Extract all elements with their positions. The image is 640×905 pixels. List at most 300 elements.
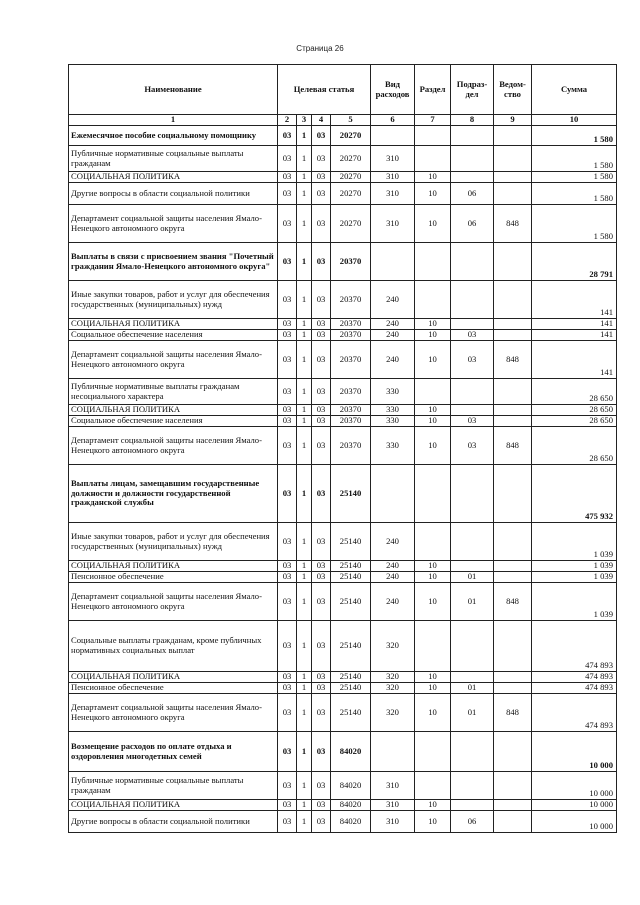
subsection-cell: 01 bbox=[451, 694, 494, 732]
target-code-direction: 20370 bbox=[331, 243, 371, 281]
subsection-cell bbox=[451, 243, 494, 281]
target-code-subprogram: 1 bbox=[297, 205, 312, 243]
amount-cell: 10 000 bbox=[532, 800, 617, 811]
row-name: Выплаты лицам, замещавшим государственные должности и должности государственной гражданской службы bbox=[69, 465, 278, 523]
header-department: Ведом-ство bbox=[494, 65, 532, 115]
expense-type-cell: 240 bbox=[371, 341, 415, 379]
table-row bbox=[69, 330, 617, 341]
subsection-cell bbox=[451, 561, 494, 572]
expense-type-cell bbox=[371, 732, 415, 772]
target-code-subprogram: 1 bbox=[297, 146, 312, 172]
target-code-direction: 25140 bbox=[331, 561, 371, 572]
target-code-direction: 25140 bbox=[331, 583, 371, 621]
header-subsection: Подраз-дел bbox=[451, 65, 494, 115]
row-name: Департамент социальной защиты населения Ямало-Ненецкого автономного округа bbox=[69, 427, 278, 465]
target-code-direction: 20370 bbox=[331, 379, 371, 405]
row-name: Социальные выплаты гражданам, кроме публичных нормативных социальных выплат bbox=[69, 621, 278, 672]
target-code-subprogram: 1 bbox=[297, 811, 312, 833]
row-name: Ежемесячное пособие социальному помощнику bbox=[69, 126, 278, 146]
expense-type-cell: 240 bbox=[371, 583, 415, 621]
target-code-main: 03 bbox=[312, 205, 331, 243]
expense-type-cell: 320 bbox=[371, 694, 415, 732]
target-code-subprogram: 1 bbox=[297, 672, 312, 683]
section-cell: 10 bbox=[415, 583, 451, 621]
column-number: 5 bbox=[331, 115, 371, 126]
section-cell: 10 bbox=[415, 341, 451, 379]
row-name: Иные закупки товаров, работ и услуг для обеспечения государственных (муниципальных) нужд bbox=[69, 281, 278, 319]
expense-type-cell: 310 bbox=[371, 811, 415, 833]
department-cell: 848 bbox=[494, 427, 532, 465]
target-code-program: 03 bbox=[278, 800, 297, 811]
table-row bbox=[69, 694, 617, 732]
section-cell: 10 bbox=[415, 183, 451, 205]
amount-cell: 474 893 bbox=[532, 621, 617, 672]
target-code-program: 03 bbox=[278, 330, 297, 341]
table-row bbox=[69, 379, 617, 405]
amount-cell: 1 580 bbox=[532, 146, 617, 172]
target-code-subprogram: 1 bbox=[297, 319, 312, 330]
section-cell: 10 bbox=[415, 683, 451, 694]
subsection-cell: 03 bbox=[451, 416, 494, 427]
department-cell bbox=[494, 172, 532, 183]
department-cell bbox=[494, 683, 532, 694]
department-cell: 848 bbox=[494, 583, 532, 621]
target-code-subprogram: 1 bbox=[297, 465, 312, 523]
target-code-subprogram: 1 bbox=[297, 427, 312, 465]
amount-cell: 28 650 bbox=[532, 405, 617, 416]
target-code-main: 03 bbox=[312, 427, 331, 465]
row-name: СОЦИАЛЬНАЯ ПОЛИТИКА bbox=[69, 561, 278, 572]
target-code-main: 03 bbox=[312, 243, 331, 281]
column-number: 6 bbox=[371, 115, 415, 126]
amount-cell: 141 bbox=[532, 281, 617, 319]
table-row bbox=[69, 319, 617, 330]
department-cell bbox=[494, 572, 532, 583]
row-name: СОЦИАЛЬНАЯ ПОЛИТИКА bbox=[69, 800, 278, 811]
target-code-subprogram: 1 bbox=[297, 800, 312, 811]
amount-cell: 28 650 bbox=[532, 416, 617, 427]
subsection-cell bbox=[451, 465, 494, 523]
header-name: Наименование bbox=[69, 65, 278, 115]
subsection-cell bbox=[451, 405, 494, 416]
target-code-program: 03 bbox=[278, 561, 297, 572]
target-code-main: 03 bbox=[312, 800, 331, 811]
target-code-direction: 25140 bbox=[331, 572, 371, 583]
row-name: Департамент социальной защиты населения Ямало-Ненецкого автономного округа bbox=[69, 341, 278, 379]
target-code-direction: 20270 bbox=[331, 183, 371, 205]
expense-type-cell: 330 bbox=[371, 405, 415, 416]
target-code-subprogram: 1 bbox=[297, 583, 312, 621]
target-code-subprogram: 1 bbox=[297, 172, 312, 183]
section-cell bbox=[415, 772, 451, 800]
target-code-program: 03 bbox=[278, 811, 297, 833]
row-name: Другие вопросы в области социальной политики bbox=[69, 811, 278, 833]
target-code-direction: 84020 bbox=[331, 800, 371, 811]
target-code-main: 03 bbox=[312, 126, 331, 146]
subsection-cell: 03 bbox=[451, 341, 494, 379]
target-code-direction: 20370 bbox=[331, 416, 371, 427]
subsection-cell: 06 bbox=[451, 183, 494, 205]
amount-cell: 474 893 bbox=[532, 694, 617, 732]
target-code-main: 03 bbox=[312, 405, 331, 416]
target-code-main: 03 bbox=[312, 379, 331, 405]
target-code-program: 03 bbox=[278, 405, 297, 416]
table-row bbox=[69, 672, 617, 683]
section-cell bbox=[415, 379, 451, 405]
subsection-cell bbox=[451, 319, 494, 330]
target-code-program: 03 bbox=[278, 183, 297, 205]
target-code-main: 03 bbox=[312, 416, 331, 427]
section-cell: 10 bbox=[415, 416, 451, 427]
subsection-cell bbox=[451, 281, 494, 319]
column-number: 2 bbox=[278, 115, 297, 126]
target-code-direction: 20370 bbox=[331, 427, 371, 465]
target-code-program: 03 bbox=[278, 683, 297, 694]
section-cell: 10 bbox=[415, 572, 451, 583]
table-row bbox=[69, 561, 617, 572]
section-cell bbox=[415, 465, 451, 523]
expense-type-cell: 310 bbox=[371, 146, 415, 172]
department-cell bbox=[494, 416, 532, 427]
department-cell bbox=[494, 183, 532, 205]
expense-type-cell bbox=[371, 126, 415, 146]
department-cell: 848 bbox=[494, 341, 532, 379]
row-name: Публичные нормативные выплаты гражданам несоциального характера bbox=[69, 379, 278, 405]
subsection-cell bbox=[451, 126, 494, 146]
row-name: Социальное обеспечение населения bbox=[69, 330, 278, 341]
expense-type-cell: 320 bbox=[371, 683, 415, 694]
target-code-main: 03 bbox=[312, 683, 331, 694]
target-code-program: 03 bbox=[278, 572, 297, 583]
amount-cell: 1 580 bbox=[532, 205, 617, 243]
target-code-subprogram: 1 bbox=[297, 772, 312, 800]
section-cell: 10 bbox=[415, 811, 451, 833]
expense-type-cell: 310 bbox=[371, 183, 415, 205]
expense-type-cell: 240 bbox=[371, 281, 415, 319]
section-cell bbox=[415, 621, 451, 672]
target-code-subprogram: 1 bbox=[297, 183, 312, 205]
target-code-main: 03 bbox=[312, 572, 331, 583]
section-cell bbox=[415, 281, 451, 319]
table-row bbox=[69, 572, 617, 583]
subsection-cell bbox=[451, 523, 494, 561]
target-code-program: 03 bbox=[278, 243, 297, 281]
target-code-subprogram: 1 bbox=[297, 523, 312, 561]
target-code-direction: 25140 bbox=[331, 694, 371, 732]
row-name: СОЦИАЛЬНАЯ ПОЛИТИКА bbox=[69, 319, 278, 330]
amount-cell: 28 650 bbox=[532, 379, 617, 405]
section-cell: 10 bbox=[415, 427, 451, 465]
target-code-main: 03 bbox=[312, 319, 331, 330]
amount-cell: 1 580 bbox=[532, 183, 617, 205]
target-code-direction: 25140 bbox=[331, 465, 371, 523]
target-code-main: 03 bbox=[312, 465, 331, 523]
target-code-direction: 25140 bbox=[331, 523, 371, 561]
target-code-direction: 84020 bbox=[331, 732, 371, 772]
expense-type-cell: 240 bbox=[371, 572, 415, 583]
table-row bbox=[69, 183, 617, 205]
row-name: Публичные нормативные социальные выплаты гражданам bbox=[69, 146, 278, 172]
target-code-direction: 25140 bbox=[331, 621, 371, 672]
header-target-article: Целевая статья bbox=[278, 65, 371, 115]
column-number: 3 bbox=[297, 115, 312, 126]
department-cell bbox=[494, 405, 532, 416]
table-row bbox=[69, 621, 617, 672]
target-code-program: 03 bbox=[278, 205, 297, 243]
column-number: 7 bbox=[415, 115, 451, 126]
target-code-main: 03 bbox=[312, 330, 331, 341]
department-cell bbox=[494, 811, 532, 833]
amount-cell: 474 893 bbox=[532, 683, 617, 694]
amount-cell: 1 039 bbox=[532, 523, 617, 561]
section-cell: 10 bbox=[415, 205, 451, 243]
expense-type-cell: 240 bbox=[371, 330, 415, 341]
target-code-subprogram: 1 bbox=[297, 281, 312, 319]
department-cell bbox=[494, 126, 532, 146]
row-name: СОЦИАЛЬНАЯ ПОЛИТИКА bbox=[69, 672, 278, 683]
subsection-cell: 01 bbox=[451, 683, 494, 694]
target-code-program: 03 bbox=[278, 672, 297, 683]
subsection-cell: 06 bbox=[451, 205, 494, 243]
target-code-program: 03 bbox=[278, 694, 297, 732]
expense-type-cell: 320 bbox=[371, 672, 415, 683]
table-row bbox=[69, 146, 617, 172]
expense-type-cell: 330 bbox=[371, 416, 415, 427]
table-row bbox=[69, 523, 617, 561]
row-name: Департамент социальной защиты населения Ямало-Ненецкого автономного округа bbox=[69, 694, 278, 732]
target-code-subprogram: 1 bbox=[297, 732, 312, 772]
subsection-cell bbox=[451, 379, 494, 405]
expense-type-cell: 310 bbox=[371, 772, 415, 800]
amount-cell: 475 932 bbox=[532, 465, 617, 523]
department-cell bbox=[494, 379, 532, 405]
section-cell: 10 bbox=[415, 672, 451, 683]
target-code-main: 03 bbox=[312, 583, 331, 621]
budget-table bbox=[68, 64, 617, 833]
amount-cell: 28 791 bbox=[532, 243, 617, 281]
section-cell: 10 bbox=[415, 330, 451, 341]
target-code-subprogram: 1 bbox=[297, 126, 312, 146]
row-name: Другие вопросы в области социальной политики bbox=[69, 183, 278, 205]
section-cell bbox=[415, 126, 451, 146]
table-row bbox=[69, 465, 617, 523]
amount-cell: 141 bbox=[532, 319, 617, 330]
target-code-main: 03 bbox=[312, 561, 331, 572]
row-name: Возмещение расходов по оплате отдыха и оздоровления многодетных семей bbox=[69, 732, 278, 772]
target-code-direction: 20370 bbox=[331, 405, 371, 416]
column-number: 8 bbox=[451, 115, 494, 126]
amount-cell: 28 650 bbox=[532, 427, 617, 465]
table-row bbox=[69, 427, 617, 465]
target-code-program: 03 bbox=[278, 583, 297, 621]
amount-cell: 141 bbox=[532, 341, 617, 379]
subsection-cell bbox=[451, 800, 494, 811]
section-cell: 10 bbox=[415, 319, 451, 330]
subsection-cell bbox=[451, 672, 494, 683]
subsection-cell bbox=[451, 172, 494, 183]
target-code-subprogram: 1 bbox=[297, 694, 312, 732]
target-code-program: 03 bbox=[278, 172, 297, 183]
section-cell: 10 bbox=[415, 800, 451, 811]
target-code-program: 03 bbox=[278, 281, 297, 319]
target-code-program: 03 bbox=[278, 126, 297, 146]
table-row bbox=[69, 172, 617, 183]
target-code-subprogram: 1 bbox=[297, 572, 312, 583]
department-cell bbox=[494, 523, 532, 561]
column-number: 9 bbox=[494, 115, 532, 126]
column-number: 10 bbox=[532, 115, 617, 126]
target-code-direction: 20370 bbox=[331, 319, 371, 330]
expense-type-cell: 320 bbox=[371, 621, 415, 672]
target-code-subprogram: 1 bbox=[297, 621, 312, 672]
target-code-main: 03 bbox=[312, 146, 331, 172]
target-code-program: 03 bbox=[278, 427, 297, 465]
section-cell: 10 bbox=[415, 561, 451, 572]
target-code-program: 03 bbox=[278, 416, 297, 427]
table-row bbox=[69, 126, 617, 146]
target-code-direction: 20370 bbox=[331, 281, 371, 319]
subsection-cell: 01 bbox=[451, 583, 494, 621]
table-row bbox=[69, 416, 617, 427]
target-code-main: 03 bbox=[312, 183, 331, 205]
table-row bbox=[69, 405, 617, 416]
row-name: Пенсионное обеспечение bbox=[69, 683, 278, 694]
department-cell bbox=[494, 621, 532, 672]
section-cell bbox=[415, 523, 451, 561]
section-cell bbox=[415, 732, 451, 772]
subsection-cell: 03 bbox=[451, 427, 494, 465]
target-code-program: 03 bbox=[278, 146, 297, 172]
target-code-main: 03 bbox=[312, 772, 331, 800]
target-code-subprogram: 1 bbox=[297, 379, 312, 405]
department-cell bbox=[494, 772, 532, 800]
department-cell bbox=[494, 561, 532, 572]
target-code-main: 03 bbox=[312, 523, 331, 561]
row-name: Публичные нормативные социальные выплаты гражданам bbox=[69, 772, 278, 800]
department-cell: 848 bbox=[494, 205, 532, 243]
target-code-subprogram: 1 bbox=[297, 416, 312, 427]
expense-type-cell bbox=[371, 465, 415, 523]
amount-cell: 1 039 bbox=[532, 561, 617, 572]
amount-cell: 1 580 bbox=[532, 172, 617, 183]
target-code-subprogram: 1 bbox=[297, 341, 312, 379]
target-code-main: 03 bbox=[312, 732, 331, 772]
table-row bbox=[69, 683, 617, 694]
table-row bbox=[69, 205, 617, 243]
department-cell bbox=[494, 146, 532, 172]
department-cell bbox=[494, 465, 532, 523]
target-code-subprogram: 1 bbox=[297, 683, 312, 694]
section-cell: 10 bbox=[415, 694, 451, 732]
department-cell bbox=[494, 319, 532, 330]
subsection-cell bbox=[451, 732, 494, 772]
section-cell: 10 bbox=[415, 405, 451, 416]
expense-type-cell: 310 bbox=[371, 205, 415, 243]
header-row bbox=[69, 65, 617, 115]
header-section: Раздел bbox=[415, 65, 451, 115]
target-code-main: 03 bbox=[312, 672, 331, 683]
section-cell bbox=[415, 243, 451, 281]
target-code-direction: 20370 bbox=[331, 330, 371, 341]
target-code-program: 03 bbox=[278, 772, 297, 800]
row-name: Социальное обеспечение населения bbox=[69, 416, 278, 427]
target-code-main: 03 bbox=[312, 281, 331, 319]
header-expense-type: Вид расходов bbox=[371, 65, 415, 115]
expense-type-cell: 240 bbox=[371, 561, 415, 572]
target-code-main: 03 bbox=[312, 172, 331, 183]
amount-cell: 141 bbox=[532, 330, 617, 341]
table-row bbox=[69, 732, 617, 772]
target-code-direction: 20270 bbox=[331, 146, 371, 172]
row-name: Иные закупки товаров, работ и услуг для обеспечения государственных (муниципальных) нужд bbox=[69, 523, 278, 561]
subsection-cell bbox=[451, 772, 494, 800]
target-code-direction: 25140 bbox=[331, 683, 371, 694]
expense-type-cell: 310 bbox=[371, 800, 415, 811]
table-row bbox=[69, 800, 617, 811]
subsection-cell: 03 bbox=[451, 330, 494, 341]
expense-type-cell: 330 bbox=[371, 379, 415, 405]
target-code-direction: 84020 bbox=[331, 811, 371, 833]
amount-cell: 474 893 bbox=[532, 672, 617, 683]
department-cell bbox=[494, 800, 532, 811]
target-code-direction: 20270 bbox=[331, 205, 371, 243]
department-cell bbox=[494, 243, 532, 281]
expense-type-cell: 330 bbox=[371, 427, 415, 465]
subsection-cell: 06 bbox=[451, 811, 494, 833]
target-code-subprogram: 1 bbox=[297, 330, 312, 341]
department-cell bbox=[494, 732, 532, 772]
target-code-main: 03 bbox=[312, 341, 331, 379]
header-amount: Сумма bbox=[532, 65, 617, 115]
target-code-main: 03 bbox=[312, 811, 331, 833]
amount-cell: 1 039 bbox=[532, 572, 617, 583]
target-code-subprogram: 1 bbox=[297, 243, 312, 281]
table-row bbox=[69, 811, 617, 833]
row-name: СОЦИАЛЬНАЯ ПОЛИТИКА bbox=[69, 172, 278, 183]
row-name: Департамент социальной защиты населения Ямало-Ненецкого автономного округа bbox=[69, 205, 278, 243]
subsection-cell bbox=[451, 146, 494, 172]
subsection-cell: 01 bbox=[451, 572, 494, 583]
amount-cell: 10 000 bbox=[532, 811, 617, 833]
subsection-cell bbox=[451, 621, 494, 672]
row-name: СОЦИАЛЬНАЯ ПОЛИТИКА bbox=[69, 405, 278, 416]
target-code-direction: 25140 bbox=[331, 672, 371, 683]
target-code-program: 03 bbox=[278, 379, 297, 405]
target-code-program: 03 bbox=[278, 621, 297, 672]
table-row bbox=[69, 341, 617, 379]
target-code-subprogram: 1 bbox=[297, 405, 312, 416]
row-name: Департамент социальной защиты населения Ямало-Ненецкого автономного округа bbox=[69, 583, 278, 621]
column-number: 1 bbox=[69, 115, 278, 126]
table-row bbox=[69, 583, 617, 621]
target-code-subprogram: 1 bbox=[297, 561, 312, 572]
target-code-main: 03 bbox=[312, 621, 331, 672]
section-cell bbox=[415, 146, 451, 172]
department-cell bbox=[494, 281, 532, 319]
target-code-program: 03 bbox=[278, 465, 297, 523]
column-number: 4 bbox=[312, 115, 331, 126]
target-code-program: 03 bbox=[278, 523, 297, 561]
column-number-row bbox=[69, 115, 617, 126]
expense-type-cell: 310 bbox=[371, 172, 415, 183]
amount-cell: 10 000 bbox=[532, 772, 617, 800]
target-code-program: 03 bbox=[278, 341, 297, 379]
page-number-label: Страница 26 bbox=[296, 44, 344, 53]
row-name: Пенсионное обеспечение bbox=[69, 572, 278, 583]
target-code-program: 03 bbox=[278, 732, 297, 772]
expense-type-cell bbox=[371, 243, 415, 281]
department-cell bbox=[494, 672, 532, 683]
